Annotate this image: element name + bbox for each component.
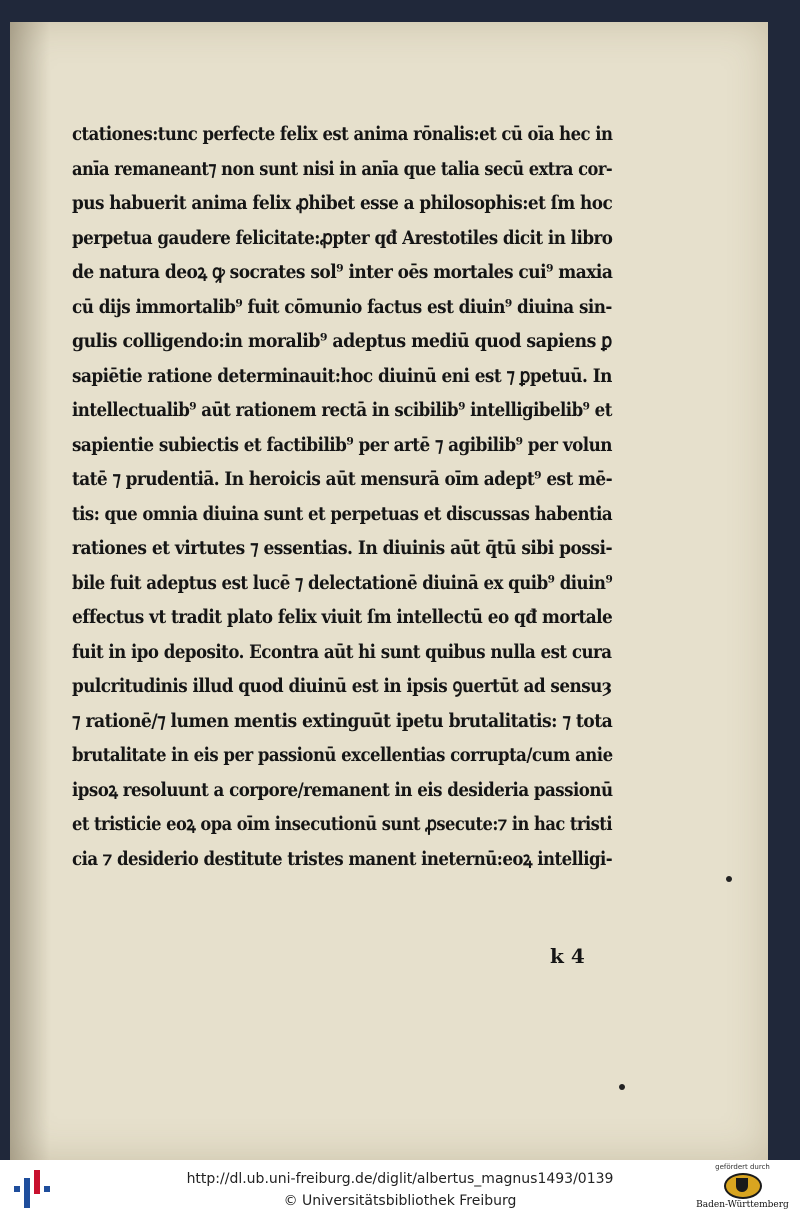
text-line: effectus vt tradit plato felix viuit ſm intellectū eo qđ mortale [72,606,613,628]
text-line: perpetua gaudere felicitate:ꝓpter qđ Arestotiles dicit in libro [72,226,613,249]
text-line: bile fuit adeptus est lucē ⁊ delectationē diuinā ex quib⁹ diuin⁹ [72,571,613,594]
text-line: anīa remaneant⁊ non sunt nisi in anīa que talia secū extra cor- [72,157,613,180]
text-line: de natura deoꝝ ꝙ socrates sol⁹ inter oēs mortales cui⁹ maxia [72,261,613,283]
text-line: fuit in ipo deposito. Econtra aūt hi sunt quibus nulla est cura [72,640,612,663]
text-line: brutalitate in eis per passionū excellentias corrupta/cum anie [72,744,613,766]
text-line: pulcritudinis illud quod diuinū est in ipsis ꝯuertūt ad sensuȝ [72,675,612,697]
state-seal-icon [724,1173,762,1199]
text-line: sapiētie ratione determinauit:hoc diuinū eni est ⁊ ꝑpetuū. In [72,364,612,387]
text-line: cia ⁊ desiderio destitute tristes manent ineternū:eoꝝ intelligi- [72,847,613,870]
sponsor-name: Baden-Württemberg [696,1200,789,1210]
text-line: tis: que omnia diuina sunt et perpetuas et discussas habentia [72,502,613,525]
footer-bar [0,1160,800,1217]
text-line: pus habuerit anima felix ꝓhibet esse a philosophis:et ſm hoc [72,192,613,214]
text-line: cū dijs immortalib⁹ fuit cōmunio factus est diuin⁹ diuina sin- [72,295,612,318]
ink-dot [726,876,732,882]
text-line: gulis colligendo:in moralib⁹ adeptus mediū quod sapiens ꝑ [72,330,612,352]
text-line: rationes et virtutes ⁊ essentias. In diuinis aūt q̄tū sibi possi- [72,537,613,559]
sponsor-badge [690,1163,795,1215]
text-line: tatē ⁊ prudentiā. In heroicis aūt mensurā oīm adept⁹ est mē- [72,468,613,490]
ink-dot [619,1084,625,1090]
text-line: intellectualib⁹ aūt rationem rectā in scibilib⁹ intelligibelib⁹ et [72,399,612,421]
text-line: et tristicie eoꝝ opa oīm insecutionū sunt ꝓsecute:⁊ in hac tristi [72,813,612,835]
text-line: sapientie subiectis et factibilib⁹ per artē ⁊ agibilib⁹ per volun [72,433,613,456]
page-text-block [72,117,612,876]
sponsor-label: gefördert durch [715,1163,770,1171]
signature-mark: k 4 [550,944,585,968]
copyright-text: © Universitätsbibliothek Freiburg [283,1193,517,1209]
book-page [10,22,768,1160]
page-gutter-shadow [10,22,50,1160]
document-url-link[interactable]: http://dl.ub.uni-freiburg.de/diglit/albertus_magnus1493/0139 [186,1171,614,1187]
text-line: ipsoꝝ resoluunt a corpore/remanent in eis desideria passionū [72,778,613,801]
text-line: ctationes:tunc perfecte felix est anima rōnalis:et cū oīa hec in [72,123,613,145]
text-line: ⁊ rationē/⁊ lumen mentis extinguūt ipetu brutalitatis: ⁊ tota [72,709,613,732]
